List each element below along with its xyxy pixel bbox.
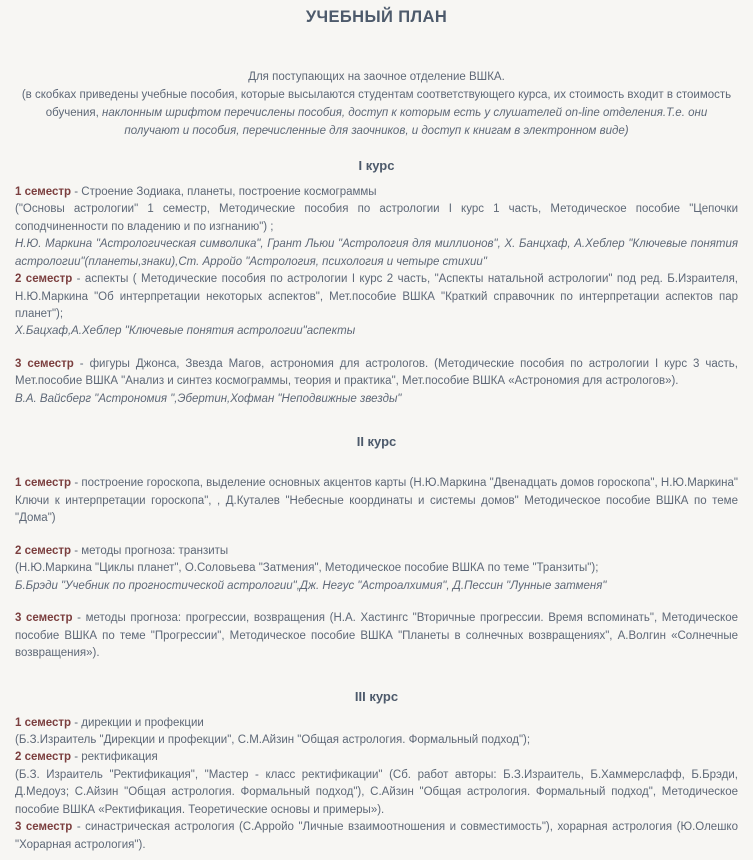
semester-topic: - методы прогноза: прогрессии, возвращения (Н.А. Хастингс "Вторичные прогрессии. Время вспоминать", Методическое пособие ВШКА по теме "Прогрессии", Методическое пособие ВШКА "Планеты в солнечных возвращениях", А.Волгин «Солнечные возвращения»). xyxy=(15,612,739,660)
course-heading: I курс xyxy=(358,157,395,173)
semester-label: 1 семестр xyxy=(15,185,72,198)
semester-label: 2 семестр xyxy=(15,544,72,557)
semester-online-manuals: Н.Ю. Маркина "Астрологическая символика", Грант Льюи "Астрология для миллионов", Х. Банцхаф, А.Хеблер "Ключевые понятия астрологии"(планеты,знаки),Ст. Арройо "Астрология, психология и четыре стихии" xyxy=(15,238,738,268)
course-heading: II курс xyxy=(356,434,397,450)
intro-paragraph xyxy=(14,28,739,140)
page-title: УЧЕБНЫЙ ПЛАН xyxy=(305,8,448,26)
semester-block xyxy=(14,749,739,819)
intro-plain-part: (в скобках приведены учебные пособия, которые высылаются студентам соответствующего курса, их стоимость входит в стоимость обучения, xyxy=(21,89,732,120)
intro-line-2 xyxy=(20,87,733,140)
semester-topic: - построение гороскопа, выделение основных акцентов карты (Н.Ю.Маркина "Двенадцать домов гороскопа", Н.Ю.Маркина" Ключи к интерпретации гороскопа", , Д.Куталев "Небесные координаты и системы домов" Методическое пособие ВШКА по теме "Дома") xyxy=(15,477,738,525)
semester-online-manuals: В.А. Вайсберг "Астрономия ",Эбертин,Хофман "Неподвижные звезды" xyxy=(15,392,402,405)
semester-topic: - синастрическая астрология (С.Арройо "Личные взаимоотношения и совместимость"), хорарная астрология (Ю.Олешко "Хорарная астрология"). xyxy=(15,821,738,851)
semester-block xyxy=(14,595,739,662)
semester-manuals: (Б.З.Израитель "Дирекции и профекции", С.М.Айзин "Общая астрология. Формальный подход"); xyxy=(15,734,531,746)
semester-label: 3 семестр xyxy=(15,357,74,370)
semester-label: 1 семестр xyxy=(15,477,72,490)
semester-label: 3 семестр xyxy=(15,612,73,625)
semester-block xyxy=(14,715,739,750)
semester-manuals: (Б.З. Израитель "Ректификация", "Мастер - класс ректификации" (Сб. работ авторы: Б.З.Израитель, Б.Хаммерслафф, Б.Брэди, Д.Медоуз; С.Айзин "Общая астрология. Формальный подход"), С.Айзин "Общая астрология. Формальный подход", Методическое пособие ВШКА «Ректификация. Теоретические основы и примеры»). xyxy=(15,768,738,816)
semester-block xyxy=(14,184,739,271)
semester-topic: - аспекты ( Методические пособия по астрологии I курс 2 часть, "Аспекты натальной астрологии" под ред. Б.Израителя, Н.Ю.Маркина "Об интерпретации некоторых аспектов", Мет.пособие ВШКА "Краткий справочник по интерпретации аспектов пар планет"); xyxy=(15,273,738,320)
semester-manuals: ("Основы астрологии" 1 семестр, Методические пособия по астрологии I курс 1 часть, Методическое пособие "Цепочки соподчиненности по владению и по изгнанию") ; xyxy=(15,203,738,233)
course-heading: III курс xyxy=(354,688,399,704)
semester-label: 2 семестр xyxy=(15,751,72,764)
semester-block xyxy=(14,271,739,341)
semester-manuals: (Н.Ю.Маркина "Циклы планет", О.Соловьева "Затмения", Методическое пособие ВШКА по теме "Транзиты"); xyxy=(15,562,599,575)
semester-label: 3 семестр xyxy=(15,821,73,834)
semester-topic: - фигуры Джонса, Звезда Магов, астрономия для астрологов. (Методические пособия по астрологии I курс 3 часть, Мет.пособие ВШКА "Анализ и синтез космограммы, теория и практика", Мет.пособие ВШКА «Астрономия для астрологов»). xyxy=(15,357,738,388)
intro-line-1: Для поступающих на заочное отделение ВШКА. xyxy=(248,71,505,84)
semester-topic: - дирекции и профекции xyxy=(71,716,204,729)
courses-container xyxy=(14,141,739,855)
semester-block xyxy=(14,341,739,408)
semester-block xyxy=(14,460,739,527)
semester-block xyxy=(14,819,739,854)
semester-topic: - ректификация xyxy=(71,751,158,764)
semester-online-manuals: Х.Бацхаф,А.Хеблер "Ключевые понятия астрологии"аспекты xyxy=(15,325,356,338)
semester-topic: - методы прогноза: транзиты xyxy=(71,544,229,557)
semester-label: 2 семестр xyxy=(15,273,73,286)
semester-label: 1 семестр xyxy=(15,716,72,729)
intro-italic-part: наклонным шрифтом перечислены пособия, доступ к которым есть у слушателей on-line отделения.Т.е. они получают и пособия, перечисленные для заочников, и доступ к книгам в электронном виде) xyxy=(102,107,708,137)
semester-block xyxy=(14,528,739,595)
semester-topic: - Строение Зодиака, планеты, построение космограммы xyxy=(71,185,377,198)
semester-online-manuals: Б.Брэди "Учебник по прогностической астрологии",Дж. Негус "Астроалхимия", Д.Пессин "Лунные затменя" xyxy=(15,579,607,592)
